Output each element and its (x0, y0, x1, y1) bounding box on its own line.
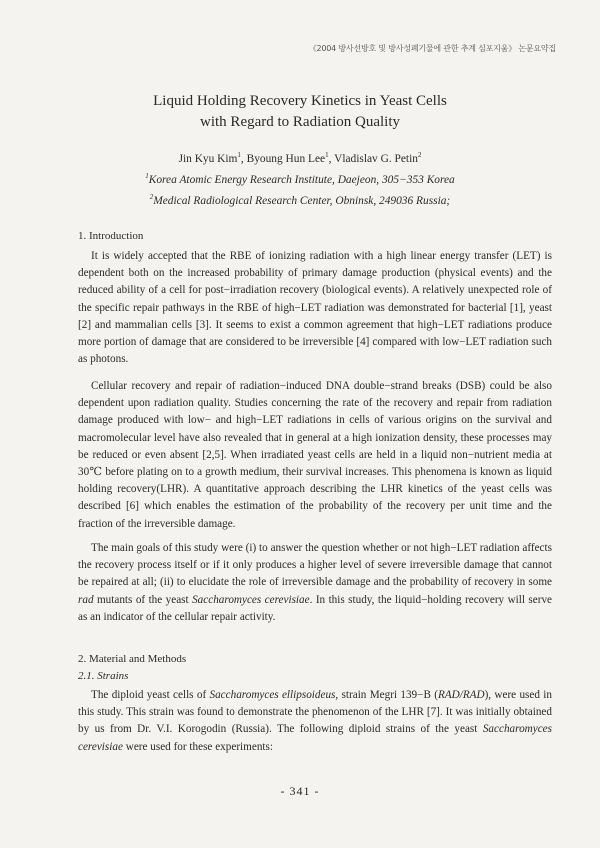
paper-title (0, 91, 600, 133)
section-heading-methods: 2. Material and Methods (78, 653, 187, 665)
title-line-2: with Regard to Radiation Quality (200, 114, 400, 130)
running-header: 《2004 방사선방호 및 방사성폐기물에 관한 추계 심포지움》 논문요약집 (308, 44, 556, 53)
author-name: Vladislav G. Petin (334, 152, 418, 165)
section-heading-introduction: 1. Introduction (78, 230, 144, 242)
author-block (0, 147, 600, 209)
affiliation-2: $^2$Medical Radiological Research Center, Obninsk, 249036 Russia; (149, 192, 451, 207)
subsection-heading-strains: 2.1. Strains (78, 670, 129, 682)
author-list: Jin Kyu Kim$^1$, Byoung Hun Lee$^1$, Vladislav G. Petin$^2$ (178, 151, 422, 165)
author-name: Jin Kyu Kim (178, 152, 238, 165)
introduction-paragraph-3: The main goals of this study were (i) to answer the question whether or not high−LET radiation affects the recovery process itself or if it only produces a higher level of severe irreversible damage that cannot be repaired at all; (ii) to elucidate the role of irreversible damage and the probability of recovery in some rad mutants of the yeast Saccharomyces cerevisiae. In this study, the liquid−holding recovery will serve as an indicator of the cellular repair activity. (78, 542, 553, 623)
affiliation-1: $^1$Korea Atomic Energy Research Institute, Daejeon, 305−353 Korea (145, 171, 455, 186)
introduction-paragraph-2: Cellular recovery and repair of radiation−induced DNA double−strand breaks (DSB) could be also dependent upon radiation quality. Studies concerning the rate of the recovery and repair from radiation damage produced with low− and high−LET radiations in cells of various origins on the survival and macromolecular level have also revealed that in general at a high ionization density, these processes may be reduced or even absent [2,5]. When irradiated yeast cells are held in a liquid non−nutrient media at 30℃ before plating on to a growth medium, their survival increases. This phenomena is known as liquid holding recovery(LHR). A quantitative approach describing the LHR kinetics of the yeast cells was described [6] which enables the estimation of the probability of the recovery per unit time and the fraction of the irreversible damage. (78, 380, 552, 530)
introduction-paragraph-1: It is widely accepted that the RBE of ionizing radiation with a high linear energy transfer (LET) is dependent both on the increased probability of primary damage production (physical events) and the reduced ability of a cell for post−irradiation recovery (biological events). A relatively unexpected role of the specific repair pathways in the RBE of high−LET radiation was demonstrated for bacterial [1], yeast [2] and mammalian cells [3]. It seems to exist a common agreement that high−LET radiations produce more portion of damage that are considered to be irreversible [4] compared with low−LET radiation such as photons. (78, 250, 552, 366)
author-name: Byoung Hun Lee (246, 152, 326, 165)
title-line-1: Liquid Holding Recovery Kinetics in Yeast Cells (153, 93, 447, 109)
page-number: - 341 - (280, 784, 320, 798)
strains-paragraph: The diploid yeast cells of Saccharomyces ellipsoideus, strain Megri 139−B (RAD/RAD), were used in this study. This strain was found to demonstrate the phenomenon of the LHR [7]. It was initially obtained by us from Dr. V.I. Korogodin (Russia). The following diploid strains of the yeast Saccharomyces cerevisiae were used for these experiments: (78, 689, 552, 753)
